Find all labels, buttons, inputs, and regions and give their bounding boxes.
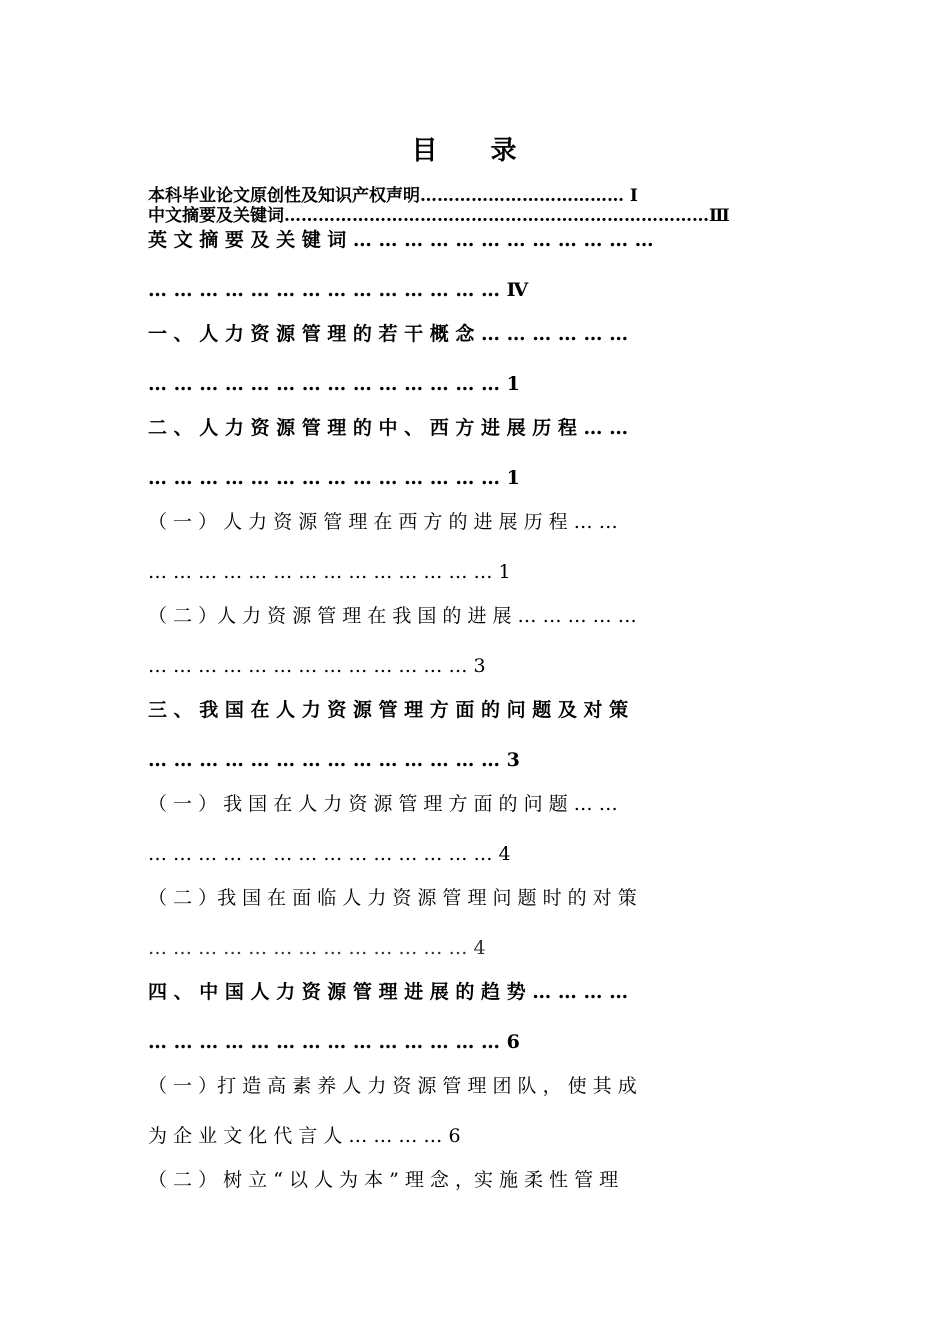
toc-entry-declaration[interactable]: 本科毕业论文原创性及知识产权声明……………………………… I bbox=[148, 186, 638, 206]
toc-entry-section-1-page: … … … … … … … … … … … … … … 1 bbox=[148, 373, 520, 395]
toc-entry-section-4-2[interactable]: （ 二 ） 树 立 “ 以 人 为 本 ” 理 念 ，实 施 柔 性 管 理 bbox=[148, 1169, 619, 1191]
toc-entry-section-3[interactable]: 三 、 我 国 在 人 力 资 源 管 理 方 面 的 问 题 及 对 策 bbox=[148, 699, 629, 721]
toc-entry-section-2-1[interactable]: （ 一 ） 人 力 资 源 管 理 在 西 方 的 进 展 历 程 … … bbox=[148, 511, 618, 533]
toc-entry-section-4-page: … … … … … … … … … … … … … … 6 bbox=[148, 1031, 520, 1053]
toc-entry-section-3-2[interactable]: （ 二 ）我 国 在 面 临 人 力 资 源 管 理 问 题 时 的 对 策 bbox=[148, 887, 637, 909]
toc-entry-section-3-page: … … … … … … … … … … … … … … 3 bbox=[148, 749, 520, 771]
toc-entry-section-2-page: … … … … … … … … … … … … … … 1 bbox=[148, 467, 520, 489]
toc-entry-section-3-1[interactable]: （ 一 ） 我 国 在 人 力 资 源 管 理 方 面 的 问 题 … … bbox=[148, 793, 618, 815]
toc-entry-section-2-1-page: … … … … … … … … … … … … … … 1 bbox=[148, 561, 511, 583]
toc-entry-section-3-2-page: … … … … … … … … … … … … … 4 bbox=[148, 937, 486, 959]
toc-entry-section-4[interactable]: 四 、 中 国 人 力 资 源 管 理 进 展 的 趋 势 … … … … bbox=[148, 981, 629, 1003]
toc-entry-section-2-2-page: … … … … … … … … … … … … … 3 bbox=[148, 655, 486, 677]
toc-entry-english-abstract-page: … … … … … … … … … … … … … … Ⅳ bbox=[148, 279, 529, 301]
toc-entry-english-abstract[interactable]: 英 文 摘 要 及 关 键 词 … … … … … … … … … … … … bbox=[148, 229, 654, 251]
toc-entry-section-4-1[interactable]: （ 一 ）打 造 高 素 养 人 力 资 源 管 理 团 队 ， 使 其 成 bbox=[148, 1075, 637, 1097]
toc-entry-chinese-abstract[interactable]: 中文摘要及关键词…………………………………………………………………Ⅲ bbox=[148, 206, 730, 226]
toc-entry-section-2-2[interactable]: （ 二 ）人 力 资 源 管 理 在 我 国 的 进 展 … … … … … bbox=[148, 605, 637, 627]
toc-entry-section-4-1-cont: 为 企 业 文 化 代 言 人 … … … … 6 bbox=[148, 1125, 461, 1147]
toc-entry-section-1[interactable]: 一 、 人 力 资 源 管 理 的 若 干 概 念 … … … … … … bbox=[148, 323, 629, 345]
page-title: 目 录 bbox=[411, 136, 539, 166]
toc-entry-section-2[interactable]: 二 、 人 力 资 源 管 理 的 中 、 西 方 进 展 历 程 … … bbox=[148, 417, 629, 439]
toc-entry-section-3-1-page: … … … … … … … … … … … … … … 4 bbox=[148, 843, 511, 865]
